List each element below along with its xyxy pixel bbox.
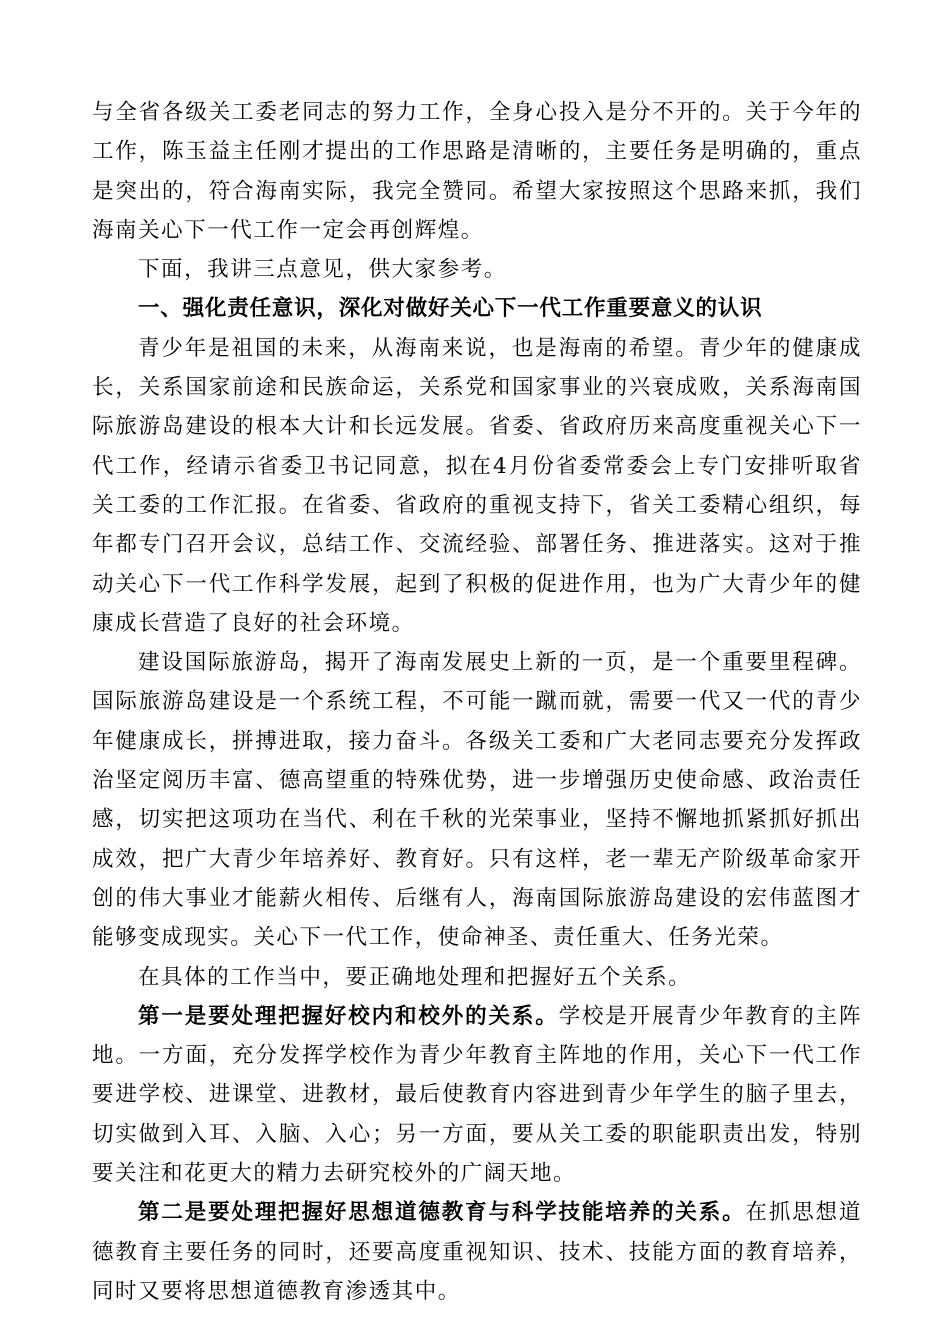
paragraph-relation-1: [92, 997, 862, 1193]
paragraph-tourism-island: 建设国际旅游岛，揭开了海南发展史上新的一页，是一个重要里程碑。国际旅游岛建设是一个系统工程，不可能一蹴而就，需要一代又一代的青少年健康成长，拼搏进取，接力奋斗。各级关工委和广大老同志要充分发挥政治坚定阅历丰富、德高望重的特殊优势，进一步增强历史使命感、政治责任感，切实把这项功在当代、利在千秋的光荣事业，坚持不懈地抓紧抓好抓出成效，把广大青少年培养好、教育好。只有这样，老一辈无产阶级革命家开创的伟大事业才能薪火相传、后继有人，海南国际旅游岛建设的宏伟蓝图才能够变成现实。关心下一代工作，使命神圣、责任重大、任务光荣。: [92, 650, 862, 951]
section-heading-1: 一、强化责任意识，深化对做好关心下一代工作重要意义的认识: [138, 296, 763, 322]
paragraph-continuation: 与全省各级关工委老同志的努力工作，全身心投入是分不开的。关于今年的工作，陈玉益主任刚才提出的工作思路是清晰的，主要任务是明确的，重点是突出的，符合海南实际，我完全赞同。希望大家按照这个思路来抓，我们海南关心下一代工作一定会再创辉煌。: [92, 100, 862, 243]
relation-2-text: 在抓思想道德教育主要任务的同时，还要高度重视知识、技术、技能方面的教育培养，同时又要将思想道德教育渗透其中。: [92, 1200, 862, 1304]
paragraph-intro: 下面，我讲三点意见，供大家参考。: [138, 257, 507, 283]
paragraph-relation-2: [92, 1193, 862, 1311]
document-body: [92, 93, 862, 1311]
relation-2-lead: 第二是要处理把握好思想道德教育与科学技能培养的关系。: [138, 1200, 746, 1226]
paragraph-five-relations: 在具体的工作当中，要正确地处理和把握好五个关系。: [138, 964, 692, 990]
relation-1-text: 学校是开展青少年教育的主阵地。一方面，充分发挥学校作为青少年教育主阵地的作用，关心下一代工作要进学校、进课堂、进教材，最后使教育内容进到青少年学生的脑子里去，切实做到入耳、入脑、入心；另一方面，要从关工委的职能职责出发，特别要关注和花更大的精力去研究校外的广阔天地。: [92, 1003, 863, 1187]
paragraph-youth-future: 青少年是祖国的未来，从海南来说，也是海南的希望。青少年的健康成长，关系国家前途和民族命运，关系党和国家事业的兴衰成败，关系海南国际旅游岛建设的根本大计和长远发展。省委、省政府历来高度重视关心下一代工作，经请示省委卫书记同意，拟在4月份省委常委会上专门安排听取省关工委的工作汇报。在省委、省政府的重视支持下，省关工委精心组织，每年都专门召开会议，总结工作、交流经验、部署任务、推进落实。这对于推动关心下一代工作科学发展，起到了积极的促进作用，也为广大青少年的健康成长营造了良好的社会环境。: [92, 335, 862, 636]
relation-1-lead: 第一是要处理把握好校内和校外的关系。: [138, 1003, 559, 1029]
